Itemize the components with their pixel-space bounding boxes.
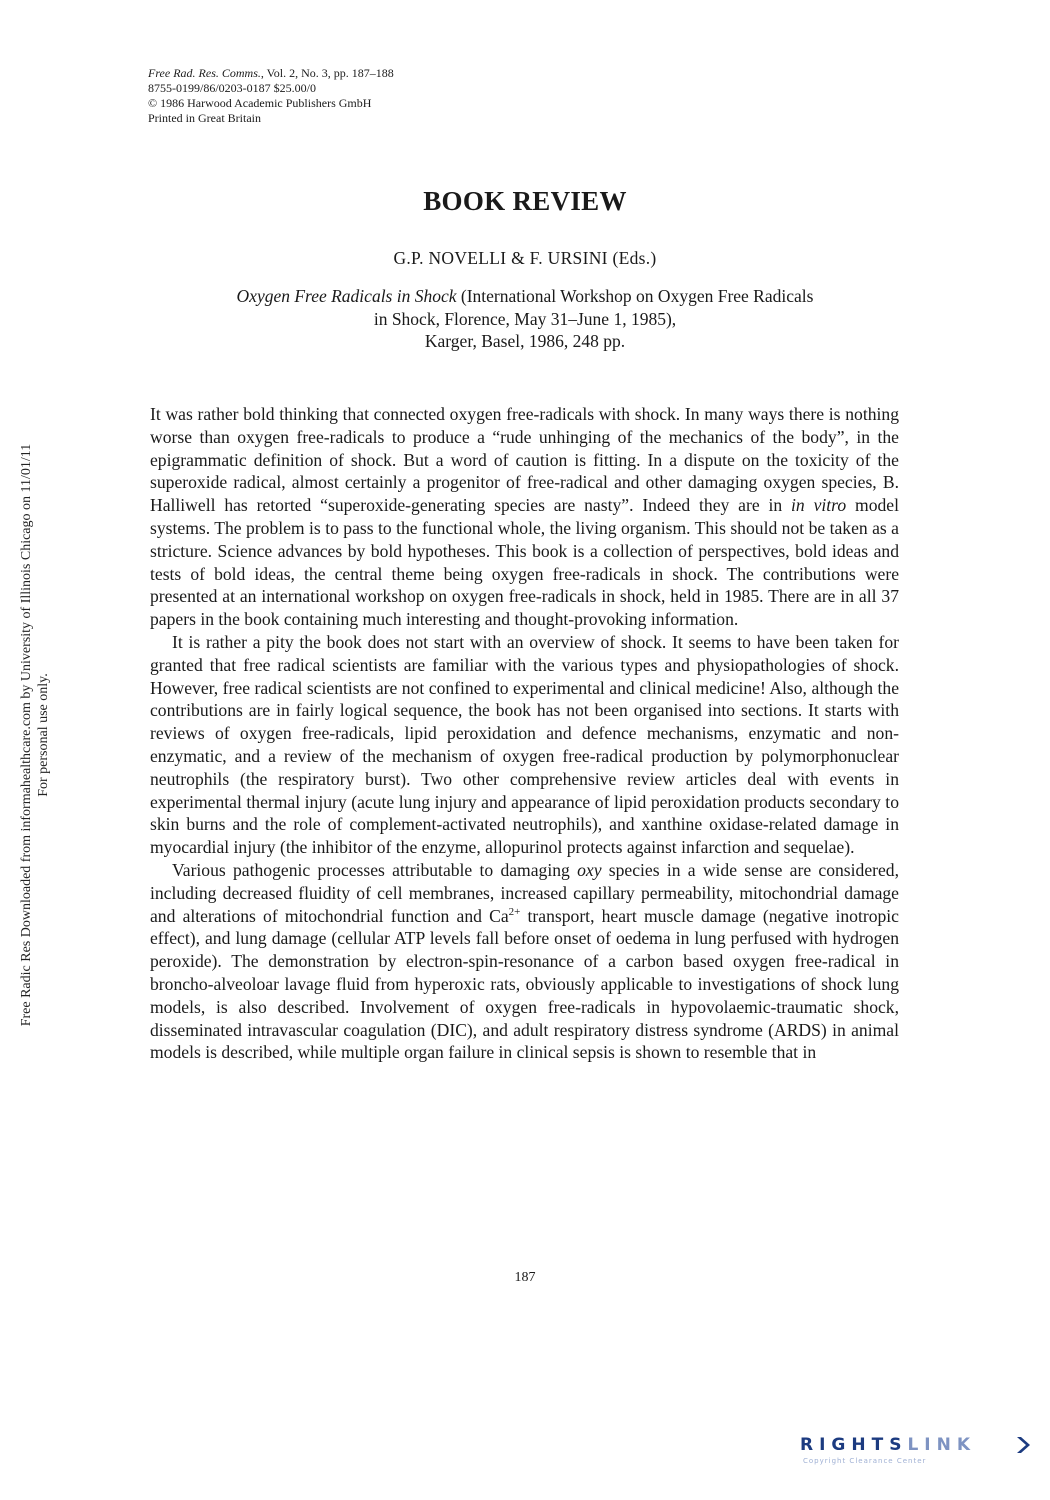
printed-line: Printed in Great Britain — [148, 111, 261, 125]
rightslink-arrow-icon — [1014, 1435, 1034, 1455]
logo-text-bold: RIGHTS — [800, 1435, 908, 1455]
copyright-line: © 1986 Harwood Academic Publishers GmbH — [148, 96, 372, 110]
emphasis-in-vitro: in vitro — [791, 495, 847, 516]
paragraph-3: Various pathogenic processes attributable to damaging oxy species in a wide sense are considered, including decreased fluidity of cell membranes, increased capillary permeability, mitochondrial damage and alterations of mitochondrial function and $Ca^{2+}$ transport, heart muscle damage (negative inotropic effect), and lung damage (cellular ATP levels fall before onset of oedema in lung perfused with hydrogen peroxide). The demonstration by electron-spin-resonance of a carbon based oxygen free-radical in broncho-alveoloar lavage fluid from hyperoxic rats, obviously applicable to investigations of shock lung models, is also described. Involvement of oxygen free-radicals in hypovolaemic-traumatic shock, disseminated intravascular coagulation (DIC), and adult respiratory distress syndrome (ARDS) in animal models is described, while multiple organ failure in clinical sepsis is shown to resemble that in — [150, 859, 900, 1063]
review-body — [150, 403, 899, 1064]
book-reference-line-1: Oxygen Free Radicals in Shock (International Workshop on Oxygen Free Radicals — [236, 286, 814, 306]
issn-line: 8755-0199/86/0203-0187 $25.00/0 — [148, 81, 316, 95]
watermark-line-1: Free Radic Res Downloaded from informahealthcare.com by University of Illinois Chicago on 11/01/11 — [19, 443, 34, 1027]
watermark-line-2: For personal use only. — [36, 673, 51, 797]
rightslink-logo[interactable] — [800, 1435, 1035, 1475]
book-title: Oxygen Free Radicals in Shock — [236, 286, 457, 306]
emphasis-oxy: oxy — [577, 859, 602, 880]
book-reference-line-2: in Shock, Florence, May 31–June 1, 1985), — [373, 308, 677, 329]
page-number: 187 — [514, 1270, 536, 1285]
book-reference-line-3: Karger, Basel, 1986, 248 pp. — [424, 331, 626, 351]
page-title: BOOK REVIEW — [423, 186, 627, 216]
paragraph-1: It was rather bold thinking that connected oxygen free-radicals with shock. In many ways there is nothing worse than oxygen free-radicals to produce a “rude unhinging of the mechanics of the body”, in the epigrammatic definition of shock. But a word of caution is fitting. In a dispute on the toxicity of the superoxide radical, almost certainly a progenitor of free-radical and other damaging oxygen species, B. Halliwell has retorted “superoxide-generating species are nasty”. Indeed they are in in vitro model systems. The problem is to pass to the functional whole, the living organism. This should not be taken as a stricture. Science advances by bold hypotheses. This book is a collection of perspectives, bold ideas and tests of bold ideas, the central theme being oxygen free-radicals in shock. The contributions were presented at an international workshop on oxygen free-radicals in shock, held in 1985. There are in all 37 papers in the book containing much interesting and thought-provoking information. — [150, 404, 899, 630]
citation-line — [148, 66, 394, 81]
logo-subtitle: Copyright Clearance Center — [803, 1457, 927, 1465]
paragraph-2: It is rather a pity the book does not start with an overview of shock. It seems to have been taken for granted that free radical scientists are familiar with the various types and physiopathologies of shock. However, free radical scientists are not confined to experimental and clinical medicine! Also, although the contributions are in fairly logical sequence, the book has not been organised into sections. It starts with reviews of oxygen free-radicals, lipid peroxidation and defence mechanisms, enzymatic and non-enzymatic, and a review of the mechanism of oxygen free-radical production by polymorphonuclear neutrophils (the respiratory burst). Two other comprehensive review articles deal with events in experimental thermal injury (acute lung injury and appearance of lipid peroxidation products secondary to skin burns and the role of complement-activated neutrophils), and xanthine oxidase-related damage in myocardial injury (the inhibitor of the enzyme, allopurinol protects against infarction and sequelae). — [150, 631, 899, 858]
volume-pages: , Vol. 2, No. 3, pp. 187–188 — [260, 66, 394, 80]
book-editors: G.P. NOVELLI & F. URSINI (Eds.) — [393, 248, 657, 268]
journal-name: Free Rad. Res. Comms. — [148, 66, 261, 80]
book-reference — [140, 285, 910, 353]
superscript-charge: 2+ — [508, 905, 521, 918]
logo-text-light: LINK — [907, 1435, 976, 1455]
journal-header — [148, 66, 394, 126]
download-watermark-text — [18, 375, 52, 1095]
